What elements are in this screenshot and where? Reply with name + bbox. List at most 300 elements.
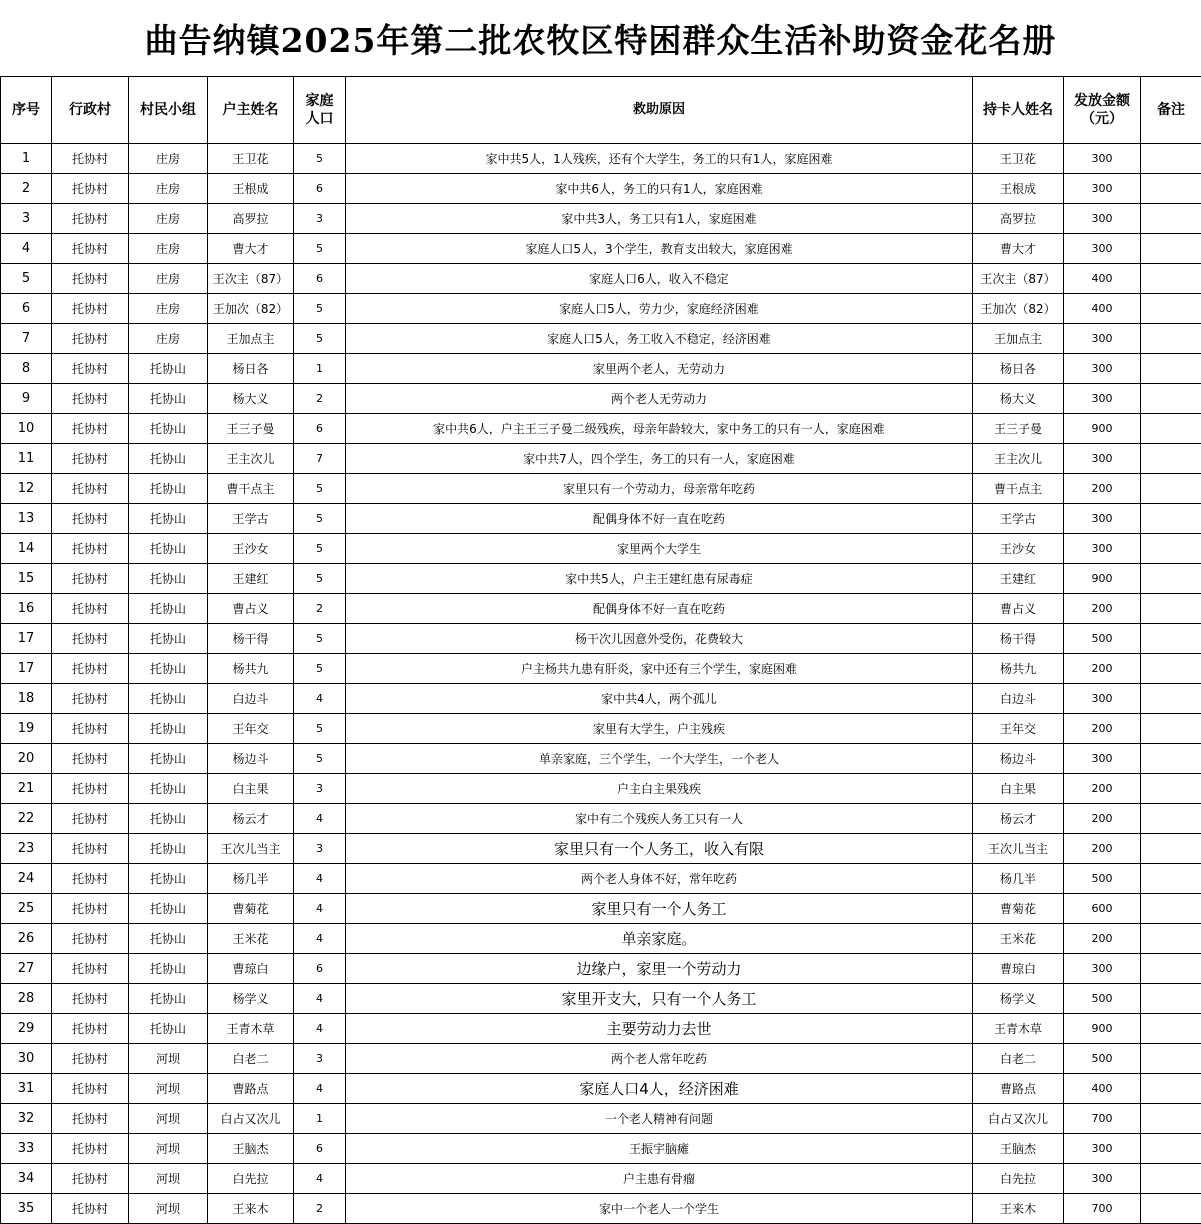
- cell-family-size: 6: [294, 954, 346, 984]
- cell-seq: 33: [1, 1134, 52, 1164]
- cell-cardholder: 王学古: [973, 504, 1064, 534]
- cell-seq: 29: [1, 1014, 52, 1044]
- cell-cardholder: 杨学义: [973, 984, 1064, 1014]
- cell-seq: 8: [1, 354, 52, 384]
- cell-reason: 配偶身体不好一直在吃药: [346, 504, 973, 534]
- cell-reason: 杨干次儿因意外受伤，花费较大: [346, 624, 973, 654]
- cell-seq: 30: [1, 1044, 52, 1074]
- cell-family-size: 5: [294, 534, 346, 564]
- cell-village: 托协村: [52, 534, 129, 564]
- cell-amount: 300: [1064, 384, 1141, 414]
- cell-village: 托协村: [52, 1164, 129, 1194]
- cell-group: 托协山: [129, 774, 208, 804]
- cell-village: 托协村: [52, 624, 129, 654]
- cell-family-size: 4: [294, 924, 346, 954]
- cell-family-size: 5: [294, 564, 346, 594]
- cell-group: 庄房: [129, 324, 208, 354]
- cell-group: 托协山: [129, 624, 208, 654]
- cell-seq: 32: [1, 1104, 52, 1134]
- cell-seq: 7: [1, 324, 52, 354]
- cell-cardholder: 王来木: [973, 1194, 1064, 1224]
- cell-remark: [1141, 684, 1201, 714]
- cell-seq: 22: [1, 804, 52, 834]
- cell-cardholder: 杨干得: [973, 624, 1064, 654]
- cell-family-size: 4: [294, 1074, 346, 1104]
- header-reason: 救助原因: [346, 77, 973, 144]
- cell-amount: 400: [1064, 264, 1141, 294]
- table-row: [1, 444, 1201, 474]
- cell-seq: 26: [1, 924, 52, 954]
- cell-remark: [1141, 324, 1201, 354]
- cell-family-size: 2: [294, 594, 346, 624]
- cell-seq: 20: [1, 744, 52, 774]
- cell-amount: 200: [1064, 834, 1141, 864]
- cell-village: 托协村: [52, 984, 129, 1014]
- table-row: [1, 354, 1201, 384]
- cell-cardholder: 王米花: [973, 924, 1064, 954]
- cell-reason: 单亲家庭。: [346, 924, 973, 954]
- cell-remark: [1141, 714, 1201, 744]
- cell-reason: 家里两个老人，无劳动力: [346, 354, 973, 384]
- cell-cardholder: 杨大义: [973, 384, 1064, 414]
- cell-village: 托协村: [52, 384, 129, 414]
- cell-cardholder: 白老二: [973, 1044, 1064, 1074]
- cell-remark: [1141, 504, 1201, 534]
- cell-group: 庄房: [129, 294, 208, 324]
- cell-seq: 12: [1, 474, 52, 504]
- cell-village: 托协村: [52, 1194, 129, 1224]
- cell-reason: 家里两个大学生: [346, 534, 973, 564]
- table-row: [1, 1194, 1201, 1224]
- cell-group: 河坝: [129, 1194, 208, 1224]
- cell-amount: 500: [1064, 624, 1141, 654]
- cell-village: 托协村: [52, 204, 129, 234]
- cell-householder: 曹菊花: [208, 894, 294, 924]
- table-row: [1, 654, 1201, 684]
- cell-reason: 家中一个老人一个学生: [346, 1194, 973, 1224]
- cell-reason: 户主患有骨瘤: [346, 1164, 973, 1194]
- cell-cardholder: 杨边斗: [973, 744, 1064, 774]
- cell-reason: 边缘户，家里一个劳动力: [346, 954, 973, 984]
- cell-householder: 王米花: [208, 924, 294, 954]
- cell-cardholder: 曹菊花: [973, 894, 1064, 924]
- table-row: [1, 504, 1201, 534]
- cell-village: 托协村: [52, 774, 129, 804]
- cell-seq: 11: [1, 444, 52, 474]
- cell-group: 托协山: [129, 864, 208, 894]
- cell-remark: [1141, 204, 1201, 234]
- cell-family-size: 5: [294, 294, 346, 324]
- cell-cardholder: 王次儿当主: [973, 834, 1064, 864]
- header-amount-label: 发放金额（元）: [1067, 92, 1137, 128]
- cell-amount: 300: [1064, 954, 1141, 984]
- cell-householder: 杨学义: [208, 984, 294, 1014]
- cell-remark: [1141, 564, 1201, 594]
- cell-group: 托协山: [129, 504, 208, 534]
- cell-family-size: 4: [294, 984, 346, 1014]
- cell-cardholder: 王主次儿: [973, 444, 1064, 474]
- cell-seq: 13: [1, 504, 52, 534]
- header-amount: [1064, 77, 1141, 144]
- cell-amount: 200: [1064, 474, 1141, 504]
- cell-village: 托协村: [52, 474, 129, 504]
- header-family-size-label: 家庭人口: [303, 92, 337, 128]
- cell-reason: 家里只有一个劳动力，母亲常年吃药: [346, 474, 973, 504]
- cell-amount: 200: [1064, 804, 1141, 834]
- cell-reason: 家里只有一个人务工: [346, 894, 973, 924]
- recipient-table: [0, 76, 1201, 1224]
- cell-seq: 9: [1, 384, 52, 414]
- table-row: [1, 924, 1201, 954]
- cell-remark: [1141, 1134, 1201, 1164]
- table-row: [1, 864, 1201, 894]
- cell-group: 河坝: [129, 1104, 208, 1134]
- cell-family-size: 5: [294, 144, 346, 174]
- cell-group: 托协山: [129, 564, 208, 594]
- cell-amount: 300: [1064, 204, 1141, 234]
- cell-amount: 200: [1064, 924, 1141, 954]
- table-row: [1, 1164, 1201, 1194]
- cell-cardholder: 曹占义: [973, 594, 1064, 624]
- cell-family-size: 4: [294, 894, 346, 924]
- cell-village: 托协村: [52, 894, 129, 924]
- cell-householder: 杨几半: [208, 864, 294, 894]
- cell-seq: 2: [1, 174, 52, 204]
- cell-cardholder: 王次主（87）: [973, 264, 1064, 294]
- cell-householder: 王沙女: [208, 534, 294, 564]
- cell-family-size: 1: [294, 354, 346, 384]
- cell-remark: [1141, 774, 1201, 804]
- cell-cardholder: 白占又次儿: [973, 1104, 1064, 1134]
- cell-village: 托协村: [52, 1104, 129, 1134]
- cell-householder: 王三子曼: [208, 414, 294, 444]
- cell-remark: [1141, 1044, 1201, 1074]
- cell-seq: 28: [1, 984, 52, 1014]
- cell-householder: 王加点主: [208, 324, 294, 354]
- cell-village: 托协村: [52, 744, 129, 774]
- cell-group: 托协山: [129, 1014, 208, 1044]
- cell-village: 托协村: [52, 444, 129, 474]
- cell-amount: 500: [1064, 864, 1141, 894]
- header-family-size: [294, 77, 346, 144]
- cell-householder: 白占又次儿: [208, 1104, 294, 1134]
- table-row: [1, 264, 1201, 294]
- cell-village: 托协村: [52, 144, 129, 174]
- cell-reason: 家里开支大，只有一个人务工: [346, 984, 973, 1014]
- cell-family-size: 5: [294, 324, 346, 354]
- cell-amount: 300: [1064, 504, 1141, 534]
- cell-family-size: 7: [294, 444, 346, 474]
- header-village: 行政村: [52, 77, 129, 144]
- cell-village: 托协村: [52, 1014, 129, 1044]
- table-row: [1, 774, 1201, 804]
- cell-cardholder: 白边斗: [973, 684, 1064, 714]
- cell-village: 托协村: [52, 594, 129, 624]
- header-householder: 户主姓名: [208, 77, 294, 144]
- cell-cardholder: 曹干点主: [973, 474, 1064, 504]
- cell-group: 庄房: [129, 264, 208, 294]
- cell-group: 托协山: [129, 714, 208, 744]
- cell-seq: 4: [1, 234, 52, 264]
- cell-cardholder: 王脑杰: [973, 1134, 1064, 1164]
- cell-family-size: 5: [294, 744, 346, 774]
- cell-householder: 曹干点主: [208, 474, 294, 504]
- cell-amount: 300: [1064, 234, 1141, 264]
- cell-reason: 家庭人口5人，务工收入不稳定，经济困难: [346, 324, 973, 354]
- cell-amount: 300: [1064, 174, 1141, 204]
- cell-householder: 王卫花: [208, 144, 294, 174]
- cell-group: 托协山: [129, 744, 208, 774]
- cell-amount: 900: [1064, 1014, 1141, 1044]
- cell-group: 托协山: [129, 594, 208, 624]
- cell-householder: 白边斗: [208, 684, 294, 714]
- cell-reason: 家中共3人，务工只有1人，家庭困难: [346, 204, 973, 234]
- table-row: [1, 1014, 1201, 1044]
- cell-cardholder: 杨日各: [973, 354, 1064, 384]
- cell-remark: [1141, 384, 1201, 414]
- cell-seq: 34: [1, 1164, 52, 1194]
- table-row: [1, 414, 1201, 444]
- cell-householder: 杨云才: [208, 804, 294, 834]
- cell-amount: 300: [1064, 354, 1141, 384]
- table-row: [1, 1044, 1201, 1074]
- cell-amount: 500: [1064, 1044, 1141, 1074]
- cell-seq: 16: [1, 594, 52, 624]
- cell-householder: 白主果: [208, 774, 294, 804]
- cell-reason: 户主白主果残疾: [346, 774, 973, 804]
- cell-cardholder: 王加点主: [973, 324, 1064, 354]
- cell-group: 托协山: [129, 444, 208, 474]
- cell-village: 托协村: [52, 504, 129, 534]
- cell-remark: [1141, 294, 1201, 324]
- cell-cardholder: 王建红: [973, 564, 1064, 594]
- cell-cardholder: 杨云才: [973, 804, 1064, 834]
- cell-seq: 14: [1, 534, 52, 564]
- cell-remark: [1141, 234, 1201, 264]
- cell-remark: [1141, 954, 1201, 984]
- cell-village: 托协村: [52, 864, 129, 894]
- cell-village: 托协村: [52, 684, 129, 714]
- cell-reason: 王振宇脑瘫: [346, 1134, 973, 1164]
- cell-cardholder: 王卫花: [973, 144, 1064, 174]
- cell-amount: 300: [1064, 684, 1141, 714]
- cell-village: 托协村: [52, 174, 129, 204]
- cell-reason: 家庭人口5人，劳力少，家庭经济困难: [346, 294, 973, 324]
- cell-householder: 王建红: [208, 564, 294, 594]
- cell-family-size: 3: [294, 834, 346, 864]
- cell-reason: 一个老人精神有问题: [346, 1104, 973, 1134]
- cell-householder: 王青木草: [208, 1014, 294, 1044]
- cell-remark: [1141, 894, 1201, 924]
- cell-seq: 18: [1, 684, 52, 714]
- cell-group: 托协山: [129, 684, 208, 714]
- table-row: [1, 204, 1201, 234]
- cell-cardholder: 高罗拉: [973, 204, 1064, 234]
- cell-group: 托协山: [129, 804, 208, 834]
- cell-reason: 家中共4人，两个孤儿: [346, 684, 973, 714]
- table-row: [1, 1104, 1201, 1134]
- cell-group: 庄房: [129, 204, 208, 234]
- cell-cardholder: 曹琼白: [973, 954, 1064, 984]
- document-title: 曲告纳镇2025年第二批农牧区特困群众生活补助资金花名册: [0, 0, 1201, 76]
- cell-householder: 王次儿当主: [208, 834, 294, 864]
- cell-village: 托协村: [52, 924, 129, 954]
- cell-cardholder: 王三子曼: [973, 414, 1064, 444]
- cell-amount: 300: [1064, 444, 1141, 474]
- header-seq: 序号: [1, 77, 52, 144]
- cell-family-size: 4: [294, 804, 346, 834]
- cell-householder: 曹路点: [208, 1074, 294, 1104]
- cell-group: 托协山: [129, 894, 208, 924]
- cell-village: 托协村: [52, 264, 129, 294]
- cell-cardholder: 王根成: [973, 174, 1064, 204]
- cell-village: 托协村: [52, 1044, 129, 1074]
- cell-seq: 15: [1, 564, 52, 594]
- table-body: [1, 144, 1201, 1224]
- cell-reason: 家庭人口6人，收入不稳定: [346, 264, 973, 294]
- cell-seq: 24: [1, 864, 52, 894]
- table-row: [1, 474, 1201, 504]
- cell-remark: [1141, 474, 1201, 504]
- cell-group: 庄房: [129, 174, 208, 204]
- table-row: [1, 1134, 1201, 1164]
- cell-reason: 家中共6人，务工的只有1人，家庭困难: [346, 174, 973, 204]
- cell-reason: 配偶身体不好一直在吃药: [346, 594, 973, 624]
- cell-amount: 200: [1064, 714, 1141, 744]
- cell-group: 河坝: [129, 1074, 208, 1104]
- cell-group: 托协山: [129, 654, 208, 684]
- cell-village: 托协村: [52, 354, 129, 384]
- table-row: [1, 294, 1201, 324]
- cell-group: 托协山: [129, 534, 208, 564]
- table-row: [1, 624, 1201, 654]
- cell-family-size: 5: [294, 624, 346, 654]
- table-row: [1, 1074, 1201, 1104]
- cell-remark: [1141, 624, 1201, 654]
- cell-reason: 家中有二个残疾人务工只有一人: [346, 804, 973, 834]
- cell-amount: 600: [1064, 894, 1141, 924]
- table-row: [1, 594, 1201, 624]
- table-row: [1, 744, 1201, 774]
- cell-remark: [1141, 174, 1201, 204]
- cell-remark: [1141, 804, 1201, 834]
- cell-family-size: 5: [294, 714, 346, 744]
- cell-reason: 两个老人常年吃药: [346, 1044, 973, 1074]
- cell-amount: 300: [1064, 144, 1141, 174]
- cell-householder: 王脑杰: [208, 1134, 294, 1164]
- table-row: [1, 984, 1201, 1014]
- cell-amount: 300: [1064, 534, 1141, 564]
- cell-seq: 17: [1, 624, 52, 654]
- cell-amount: 700: [1064, 1104, 1141, 1134]
- cell-remark: [1141, 534, 1201, 564]
- table-row: [1, 174, 1201, 204]
- cell-amount: 300: [1064, 1134, 1141, 1164]
- cell-householder: 白先拉: [208, 1164, 294, 1194]
- cell-group: 河坝: [129, 1134, 208, 1164]
- cell-reason: 两个老人无劳动力: [346, 384, 973, 414]
- cell-village: 托协村: [52, 1134, 129, 1164]
- cell-seq: 3: [1, 204, 52, 234]
- cell-cardholder: 曹大才: [973, 234, 1064, 264]
- cell-householder: 王加次（82）: [208, 294, 294, 324]
- cell-householder: 高罗拉: [208, 204, 294, 234]
- cell-village: 托协村: [52, 714, 129, 744]
- cell-remark: [1141, 414, 1201, 444]
- cell-cardholder: 王加次（82）: [973, 294, 1064, 324]
- table-row: [1, 684, 1201, 714]
- cell-seq: 23: [1, 834, 52, 864]
- cell-group: 托协山: [129, 924, 208, 954]
- cell-family-size: 4: [294, 1014, 346, 1044]
- cell-remark: [1141, 594, 1201, 624]
- header-remark: 备注: [1141, 77, 1201, 144]
- cell-cardholder: 白先拉: [973, 1164, 1064, 1194]
- cell-amount: 400: [1064, 1074, 1141, 1104]
- cell-amount: 300: [1064, 1164, 1141, 1194]
- cell-cardholder: 曹路点: [973, 1074, 1064, 1104]
- cell-family-size: 5: [294, 654, 346, 684]
- cell-amount: 700: [1064, 1194, 1141, 1224]
- header-group: 村民小组: [129, 77, 208, 144]
- cell-householder: 王主次儿: [208, 444, 294, 474]
- cell-seq: 35: [1, 1194, 52, 1224]
- cell-householder: 杨边斗: [208, 744, 294, 774]
- cell-village: 托协村: [52, 1074, 129, 1104]
- cell-village: 托协村: [52, 834, 129, 864]
- cell-family-size: 2: [294, 1194, 346, 1224]
- cell-seq: 5: [1, 264, 52, 294]
- cell-seq: 17: [1, 654, 52, 684]
- cell-group: 托协山: [129, 954, 208, 984]
- cell-householder: 白老二: [208, 1044, 294, 1074]
- cell-remark: [1141, 924, 1201, 954]
- cell-householder: 杨大义: [208, 384, 294, 414]
- cell-group: 河坝: [129, 1164, 208, 1194]
- table-row: [1, 564, 1201, 594]
- table-row: [1, 834, 1201, 864]
- cell-householder: 王年交: [208, 714, 294, 744]
- cell-reason: 家中共7人，四个学生，务工的只有一人，家庭困难: [346, 444, 973, 474]
- cell-reason: 主要劳动力去世: [346, 1014, 973, 1044]
- cell-cardholder: 王年交: [973, 714, 1064, 744]
- cell-group: 庄房: [129, 234, 208, 264]
- cell-village: 托协村: [52, 234, 129, 264]
- header-row: [1, 77, 1201, 144]
- cell-village: 托协村: [52, 804, 129, 834]
- cell-group: 托协山: [129, 384, 208, 414]
- cell-cardholder: 王青木草: [973, 1014, 1064, 1044]
- cell-reason: 单亲家庭，三个学生，一个大学生，一个老人: [346, 744, 973, 774]
- cell-remark: [1141, 744, 1201, 774]
- cell-amount: 400: [1064, 294, 1141, 324]
- cell-remark: [1141, 1164, 1201, 1194]
- table-row: [1, 714, 1201, 744]
- cell-village: 托协村: [52, 414, 129, 444]
- table-row: [1, 324, 1201, 354]
- cell-cardholder: 杨几半: [973, 864, 1064, 894]
- cell-reason: 家里只有一个人务工，收入有限: [346, 834, 973, 864]
- table-row: [1, 144, 1201, 174]
- cell-householder: 王学古: [208, 504, 294, 534]
- cell-remark: [1141, 1014, 1201, 1044]
- cell-householder: 王来木: [208, 1194, 294, 1224]
- cell-remark: [1141, 264, 1201, 294]
- table-row: [1, 804, 1201, 834]
- cell-amount: 300: [1064, 324, 1141, 354]
- cell-remark: [1141, 864, 1201, 894]
- cell-amount: 500: [1064, 984, 1141, 1014]
